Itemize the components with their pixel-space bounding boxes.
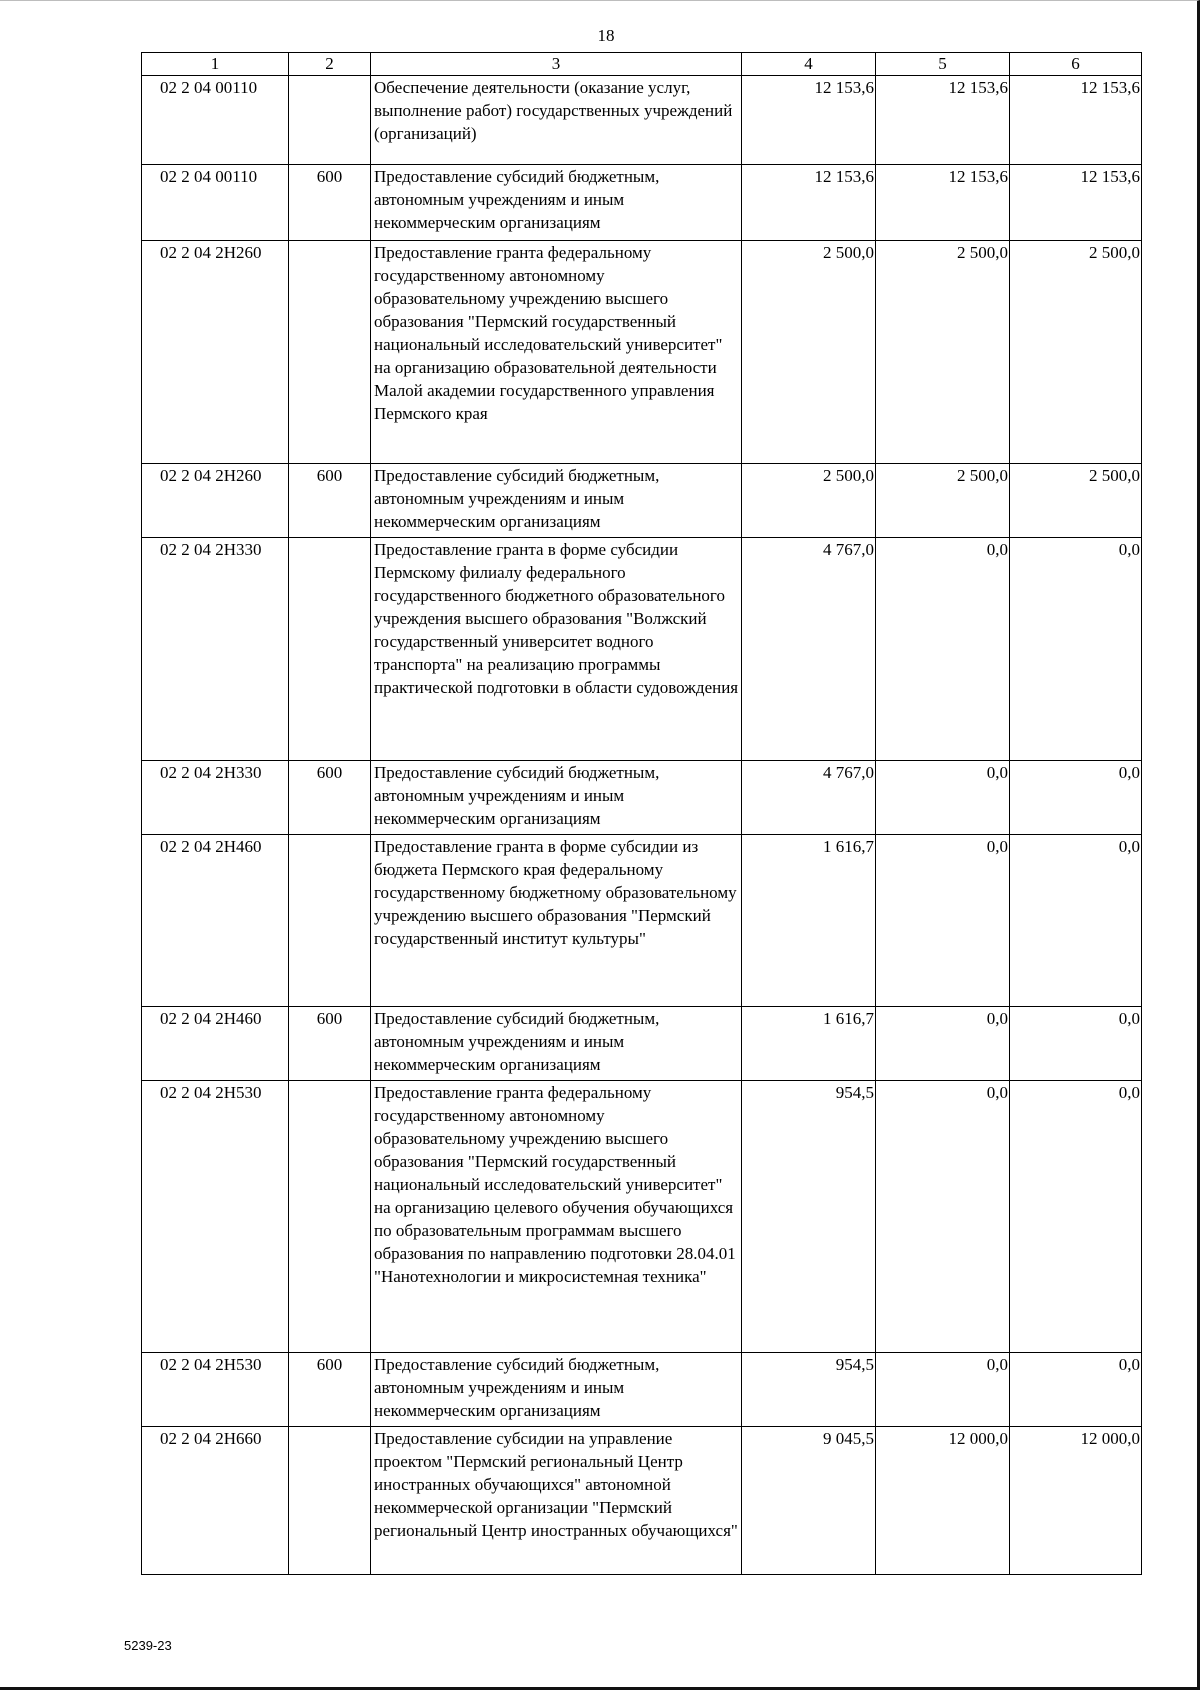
target-code: 02 2 04 2Н530 bbox=[142, 1353, 289, 1427]
expense-type bbox=[289, 1427, 371, 1575]
item-name: Предоставление гранта в форме субсидии Пермскому филиалу федерального государственного бюджетного образовательного учреждения высшего образования "Волжский государственный университет водного транспорта" на реализацию программы практической подготовки в области судовождения bbox=[371, 538, 742, 761]
amount-year-1: 2 500,0 bbox=[742, 241, 876, 464]
amount-year-2: 12 153,6 bbox=[876, 76, 1010, 165]
table-row bbox=[142, 165, 1142, 241]
amount-year-2: 0,0 bbox=[876, 1081, 1010, 1353]
table-header bbox=[142, 53, 1142, 76]
item-name: Предоставление гранта федеральному государственному автономному образовательному учреждению высшего образования "Пермский государственный национальный исследовательский университет" на организацию целевого обучения обучающихся по образовательным программам высшего образования по направлению подготовки 28.04.01 "Нанотехнологии и микросистемная техника" bbox=[371, 1081, 742, 1353]
expense-type: 600 bbox=[289, 1353, 371, 1427]
item-name: Предоставление субсидий бюджетным, автономным учреждениям и иным некоммерческим организациям bbox=[371, 1353, 742, 1427]
item-name: Предоставление субсидий бюджетным, автономным учреждениям и иным некоммерческим организациям bbox=[371, 761, 742, 835]
table-body bbox=[142, 76, 1142, 1575]
table-row bbox=[142, 835, 1142, 1007]
amount-year-1: 954,5 bbox=[742, 1081, 876, 1353]
amount-year-3: 12 153,6 bbox=[1010, 165, 1142, 241]
amount-year-1: 4 767,0 bbox=[742, 538, 876, 761]
amount-year-1: 4 767,0 bbox=[742, 761, 876, 835]
target-code: 02 2 04 2Н460 bbox=[142, 1007, 289, 1081]
target-code: 02 2 04 2Н530 bbox=[142, 1081, 289, 1353]
target-code: 02 2 04 00110 bbox=[142, 76, 289, 165]
item-name: Обеспечение деятельности (оказание услуг, выполнение работ) государственных учреждений (организаций) bbox=[371, 76, 742, 165]
expense-type bbox=[289, 1081, 371, 1353]
amount-year-3: 2 500,0 bbox=[1010, 241, 1142, 464]
amount-year-2: 0,0 bbox=[876, 538, 1010, 761]
table-row bbox=[142, 538, 1142, 761]
amount-year-2: 0,0 bbox=[876, 761, 1010, 835]
target-code: 02 2 04 2Н260 bbox=[142, 464, 289, 538]
expense-type: 600 bbox=[289, 165, 371, 241]
target-code: 02 2 04 00110 bbox=[142, 165, 289, 241]
header-col-4: 4 bbox=[742, 53, 876, 76]
table-row bbox=[142, 761, 1142, 835]
target-code: 02 2 04 2Н660 bbox=[142, 1427, 289, 1575]
amount-year-2: 12 153,6 bbox=[876, 165, 1010, 241]
table-row bbox=[142, 1427, 1142, 1575]
table-row bbox=[142, 241, 1142, 464]
header-col-1: 1 bbox=[142, 53, 289, 76]
amount-year-3: 0,0 bbox=[1010, 835, 1142, 1007]
item-name: Предоставление субсидий бюджетным, автономным учреждениям и иным некоммерческим организациям bbox=[371, 464, 742, 538]
amount-year-3: 12 000,0 bbox=[1010, 1427, 1142, 1575]
amount-year-1: 1 616,7 bbox=[742, 1007, 876, 1081]
amount-year-1: 12 153,6 bbox=[742, 76, 876, 165]
amount-year-3: 0,0 bbox=[1010, 761, 1142, 835]
amount-year-2: 2 500,0 bbox=[876, 241, 1010, 464]
item-name: Предоставление субсидий бюджетным, автономным учреждениям и иным некоммерческим организациям bbox=[371, 165, 742, 241]
target-code: 02 2 04 2Н460 bbox=[142, 835, 289, 1007]
table-row bbox=[142, 1081, 1142, 1353]
amount-year-2: 0,0 bbox=[876, 1007, 1010, 1081]
amount-year-3: 2 500,0 bbox=[1010, 464, 1142, 538]
expense-type: 600 bbox=[289, 464, 371, 538]
item-name: Предоставление субсидий бюджетным, автономным учреждениям и иным некоммерческим организациям bbox=[371, 1007, 742, 1081]
table-row bbox=[142, 1007, 1142, 1081]
table-row bbox=[142, 1353, 1142, 1427]
amount-year-1: 12 153,6 bbox=[742, 165, 876, 241]
header-col-2: 2 bbox=[289, 53, 371, 76]
expense-type bbox=[289, 538, 371, 761]
expense-type bbox=[289, 241, 371, 464]
table-row bbox=[142, 76, 1142, 165]
amount-year-3: 0,0 bbox=[1010, 1007, 1142, 1081]
amount-year-2: 12 000,0 bbox=[876, 1427, 1010, 1575]
expense-type: 600 bbox=[289, 1007, 371, 1081]
amount-year-2: 0,0 bbox=[876, 1353, 1010, 1427]
amount-year-2: 0,0 bbox=[876, 835, 1010, 1007]
target-code: 02 2 04 2Н260 bbox=[142, 241, 289, 464]
header-col-3: 3 bbox=[371, 53, 742, 76]
header-row bbox=[142, 53, 1142, 76]
budget-table bbox=[141, 52, 1142, 1575]
table-row bbox=[142, 464, 1142, 538]
target-code: 02 2 04 2Н330 bbox=[142, 761, 289, 835]
expense-type bbox=[289, 76, 371, 165]
amount-year-3: 0,0 bbox=[1010, 1353, 1142, 1427]
amount-year-1: 954,5 bbox=[742, 1353, 876, 1427]
amount-year-2: 2 500,0 bbox=[876, 464, 1010, 538]
page-number: 18 bbox=[597, 26, 615, 45]
item-name: Предоставление гранта федеральному государственному автономному образовательному учреждению высшего образования "Пермский государственный национальный исследовательский университет" на организацию образовательной деятельности Малой академии государственного управления Пермского края bbox=[371, 241, 742, 464]
expense-type bbox=[289, 835, 371, 1007]
document-code: 5239-23 bbox=[124, 1638, 172, 1653]
header-col-5: 5 bbox=[876, 53, 1010, 76]
amount-year-1: 1 616,7 bbox=[742, 835, 876, 1007]
amount-year-1: 9 045,5 bbox=[742, 1427, 876, 1575]
amount-year-3: 0,0 bbox=[1010, 538, 1142, 761]
expense-type: 600 bbox=[289, 761, 371, 835]
item-name: Предоставление субсидии на управление проектом "Пермский региональный Центр иностранных обучающихся" автономной некоммерческой организации "Пермский региональный Центр иностранных обучающихся" bbox=[371, 1427, 742, 1575]
amount-year-3: 12 153,6 bbox=[1010, 76, 1142, 165]
header-col-6: 6 bbox=[1010, 53, 1142, 76]
amount-year-3: 0,0 bbox=[1010, 1081, 1142, 1353]
item-name: Предоставление гранта в форме субсидии из бюджета Пермского края федеральному государственному бюджетному образовательному учреждению высшего образования "Пермский государственный институт культуры" bbox=[371, 835, 742, 1007]
amount-year-1: 2 500,0 bbox=[742, 464, 876, 538]
target-code: 02 2 04 2Н330 bbox=[142, 538, 289, 761]
